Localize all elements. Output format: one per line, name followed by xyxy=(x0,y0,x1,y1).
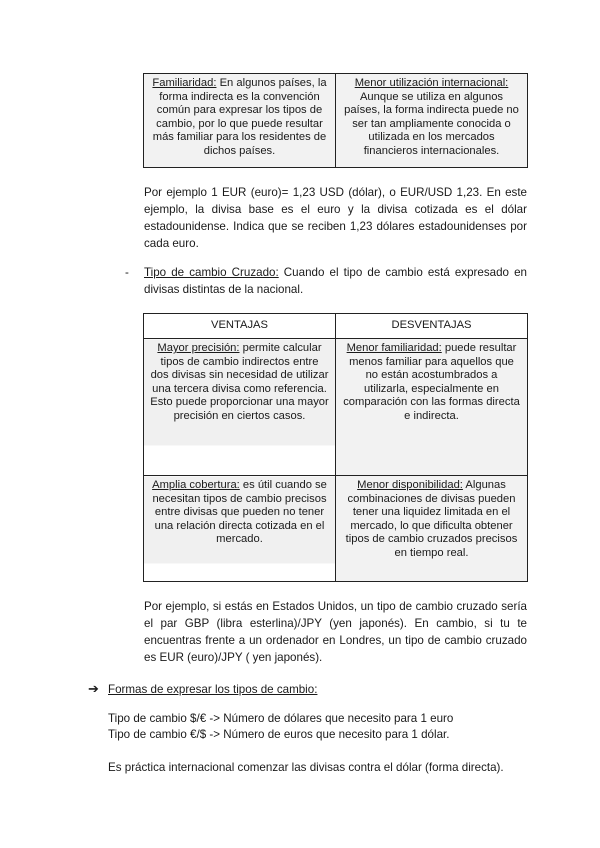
cross-rate-dash xyxy=(125,264,129,281)
cell-title: Menor familiaridad: xyxy=(346,342,442,354)
cell-text: permite calcular tipos de cambio indirectos entre dos divisas sin necesidad de utilizar una tercera divisa como referencia. Esto puede proporcionar una mayor precisión en ciertos casos. xyxy=(150,342,329,422)
cell-less-international-use xyxy=(336,74,528,168)
example-text: Por ejemplo 1 EUR (euro)= 1,23 USD (dólar), o EUR/USD 1,23. En este ejemplo, la divisa base es el euro y la divisa cotizada es el dólar estadounidense. Indica que se reciben 1,23 dólares estadounidenses por cada euro. xyxy=(144,186,527,250)
cell-familiarity xyxy=(144,74,336,168)
example-paragraph-2 xyxy=(144,598,527,666)
forms-line-1 xyxy=(108,710,528,727)
cross-rate-definition xyxy=(144,264,527,298)
forms-note-text: Es práctica internacional comenzar las divisas contra el dólar (forma directa). xyxy=(108,761,504,774)
forms-line-text: Tipo de cambio €/$ -> Número de euros que necesito para 1 dólar. xyxy=(108,728,450,741)
forms-heading xyxy=(108,681,317,698)
cell-text: En algunos países, la forma indirecta es la convención común para expresar los tipos de cambio, por lo que puede resultar más familiar para los residentes de dichos países. xyxy=(152,77,327,157)
forms-line-text: Tipo de cambio $/€ -> Número de dólares que necesito para 1 euro xyxy=(108,712,454,725)
cell-title: Familiaridad: xyxy=(152,77,217,89)
cell-wide-coverage xyxy=(144,476,336,582)
cell-text: Aunque se utiliza en algunos países, la forma indirecta puede no ser tan ampliamente conocida o utilizada en los mercados financieros internacionales. xyxy=(344,90,519,157)
example-text: Por ejemplo, si estás en Estados Unidos, un tipo de cambio cruzado sería el par GBP (libra esterlina)/JPY (yen japonés). En cambio, si tu te encuentras frente a un ordenador en Londres, un tipo de cambio cruzado es EUR (euro)/JPY ( yen japonés). xyxy=(144,600,527,664)
cell-less-familiarity xyxy=(336,339,528,476)
arrow-glyph: ➔ xyxy=(88,681,99,696)
header-disadvantages xyxy=(336,314,528,339)
advantages-disadvantages-table xyxy=(143,313,528,582)
cell-title: Menor disponibilidad: xyxy=(357,479,463,491)
comparison-table-indirect xyxy=(143,73,528,168)
header-label: VENTAJAS xyxy=(211,319,268,332)
cell-title: Mayor precisión: xyxy=(157,342,240,354)
cell-title: Menor utilización internacional: xyxy=(354,77,509,89)
cross-rate-text: Cuando el tipo de cambio está expresado en divisas distintas de la nacional. xyxy=(144,266,527,296)
forms-title: Formas de expresar los tipos de cambio: xyxy=(108,683,318,696)
cross-rate-title: Tipo de cambio Cruzado: xyxy=(144,266,279,279)
forms-line-2 xyxy=(108,726,528,743)
arrow-bullet-icon xyxy=(88,681,99,697)
cell-text: es útil cuando se necesitan tipos de cambio precisos entre divisas que pueden no tener una relación directa cotizada en el mercado. xyxy=(152,479,327,546)
cell-greater-precision xyxy=(144,339,336,476)
cell-text: puede resultar menos familiar para aquellos que no están acostumbrados a utilizarla, especialmente en comparación con las formas directa e indirecta. xyxy=(343,342,520,422)
forms-note xyxy=(108,759,538,776)
header-label: DESVENTAJAS xyxy=(391,319,472,332)
cell-less-availability xyxy=(336,476,528,582)
cell-text: Algunas combinaciones de divisas pueden tener una liquidez limitada en el mercado, lo que dificulta obtener tipos de cambio cruzados precisos en tiempo real. xyxy=(345,479,518,559)
header-advantages xyxy=(144,314,336,339)
bullet-dash: - xyxy=(125,266,129,279)
example-paragraph-1 xyxy=(144,184,527,252)
cell-title: Amplia cobertura: xyxy=(152,479,240,491)
